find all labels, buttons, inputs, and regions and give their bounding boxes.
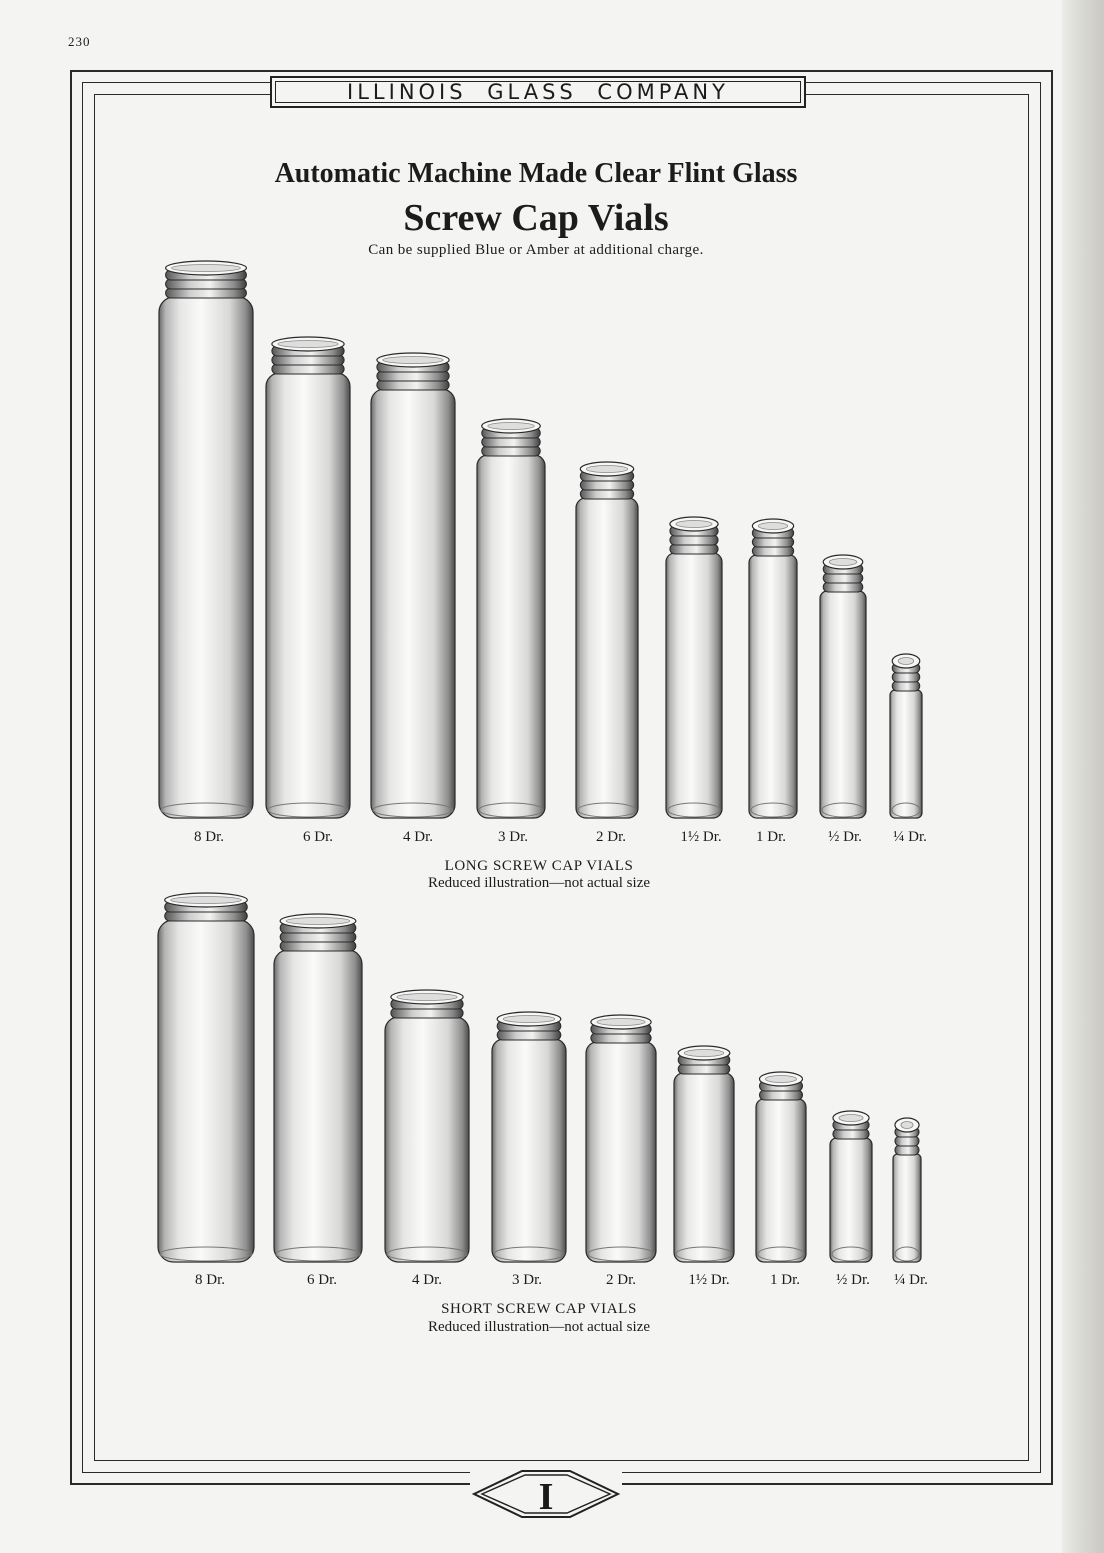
long-size-label: ¼ Dr.	[893, 829, 927, 845]
long-vial-2	[266, 337, 350, 818]
short-vial-9	[893, 1118, 921, 1262]
long-size-label: 4 Dr.	[403, 829, 433, 845]
long-vial-4	[477, 419, 545, 818]
short-vials-subcaption: Reduced illustration—not actual size	[427, 1319, 651, 1335]
short-size-label: 1½ Dr.	[688, 1272, 730, 1288]
short-vial-2	[274, 914, 362, 1262]
long-size-label: 1½ Dr.	[680, 829, 722, 845]
long-size-label: 1 Dr.	[756, 829, 786, 845]
short-vial-8	[830, 1111, 872, 1262]
short-size-label: 3 Dr.	[512, 1272, 542, 1288]
short-vial-5	[586, 1015, 656, 1262]
short-size-label: ¼ Dr.	[894, 1272, 928, 1288]
long-vial-7	[749, 519, 797, 818]
long-vial-8	[820, 555, 866, 818]
page-number: 230	[68, 34, 91, 49]
short-size-label: 1 Dr.	[770, 1272, 800, 1288]
long-vials-subcaption: Reduced illustration—not actual size	[427, 875, 651, 891]
long-vial-3	[371, 353, 455, 818]
long-vial-6	[666, 517, 722, 818]
long-size-label: 6 Dr.	[303, 829, 333, 845]
short-size-label: 2 Dr.	[606, 1272, 636, 1288]
title-line-2: Screw Cap Vials	[403, 197, 669, 239]
short-size-label: 6 Dr.	[307, 1272, 337, 1288]
long-vial-9	[890, 654, 922, 818]
title-line-1: Automatic Machine Made Clear Flint Glass	[274, 158, 798, 189]
long-size-label: 8 Dr.	[194, 829, 224, 845]
long-size-label: 3 Dr.	[498, 829, 528, 845]
short-vial-3	[385, 990, 469, 1262]
long-vial-1	[159, 261, 253, 818]
long-size-label: ½ Dr.	[828, 829, 862, 845]
short-vial-1	[158, 893, 254, 1262]
short-vial-7	[756, 1072, 806, 1262]
color-note: Can be supplied Blue or Amber at additional charge.	[368, 242, 704, 258]
long-vial-5	[576, 462, 638, 818]
short-size-label: 4 Dr.	[412, 1272, 442, 1288]
short-vial-4	[492, 1012, 566, 1262]
long-size-label: 2 Dr.	[596, 829, 626, 845]
company-logo	[470, 1467, 622, 1521]
short-size-label: ½ Dr.	[836, 1272, 870, 1288]
short-size-label: 8 Dr.	[195, 1272, 225, 1288]
short-vial-6	[674, 1046, 734, 1262]
company-name: ILLINOIS GLASS COMPANY	[275, 81, 801, 103]
long-vials-caption: LONG SCREW CAP VIALS	[444, 858, 634, 874]
logo-letter: I	[538, 1476, 554, 1518]
short-vials-caption: SHORT SCREW CAP VIALS	[441, 1301, 637, 1317]
